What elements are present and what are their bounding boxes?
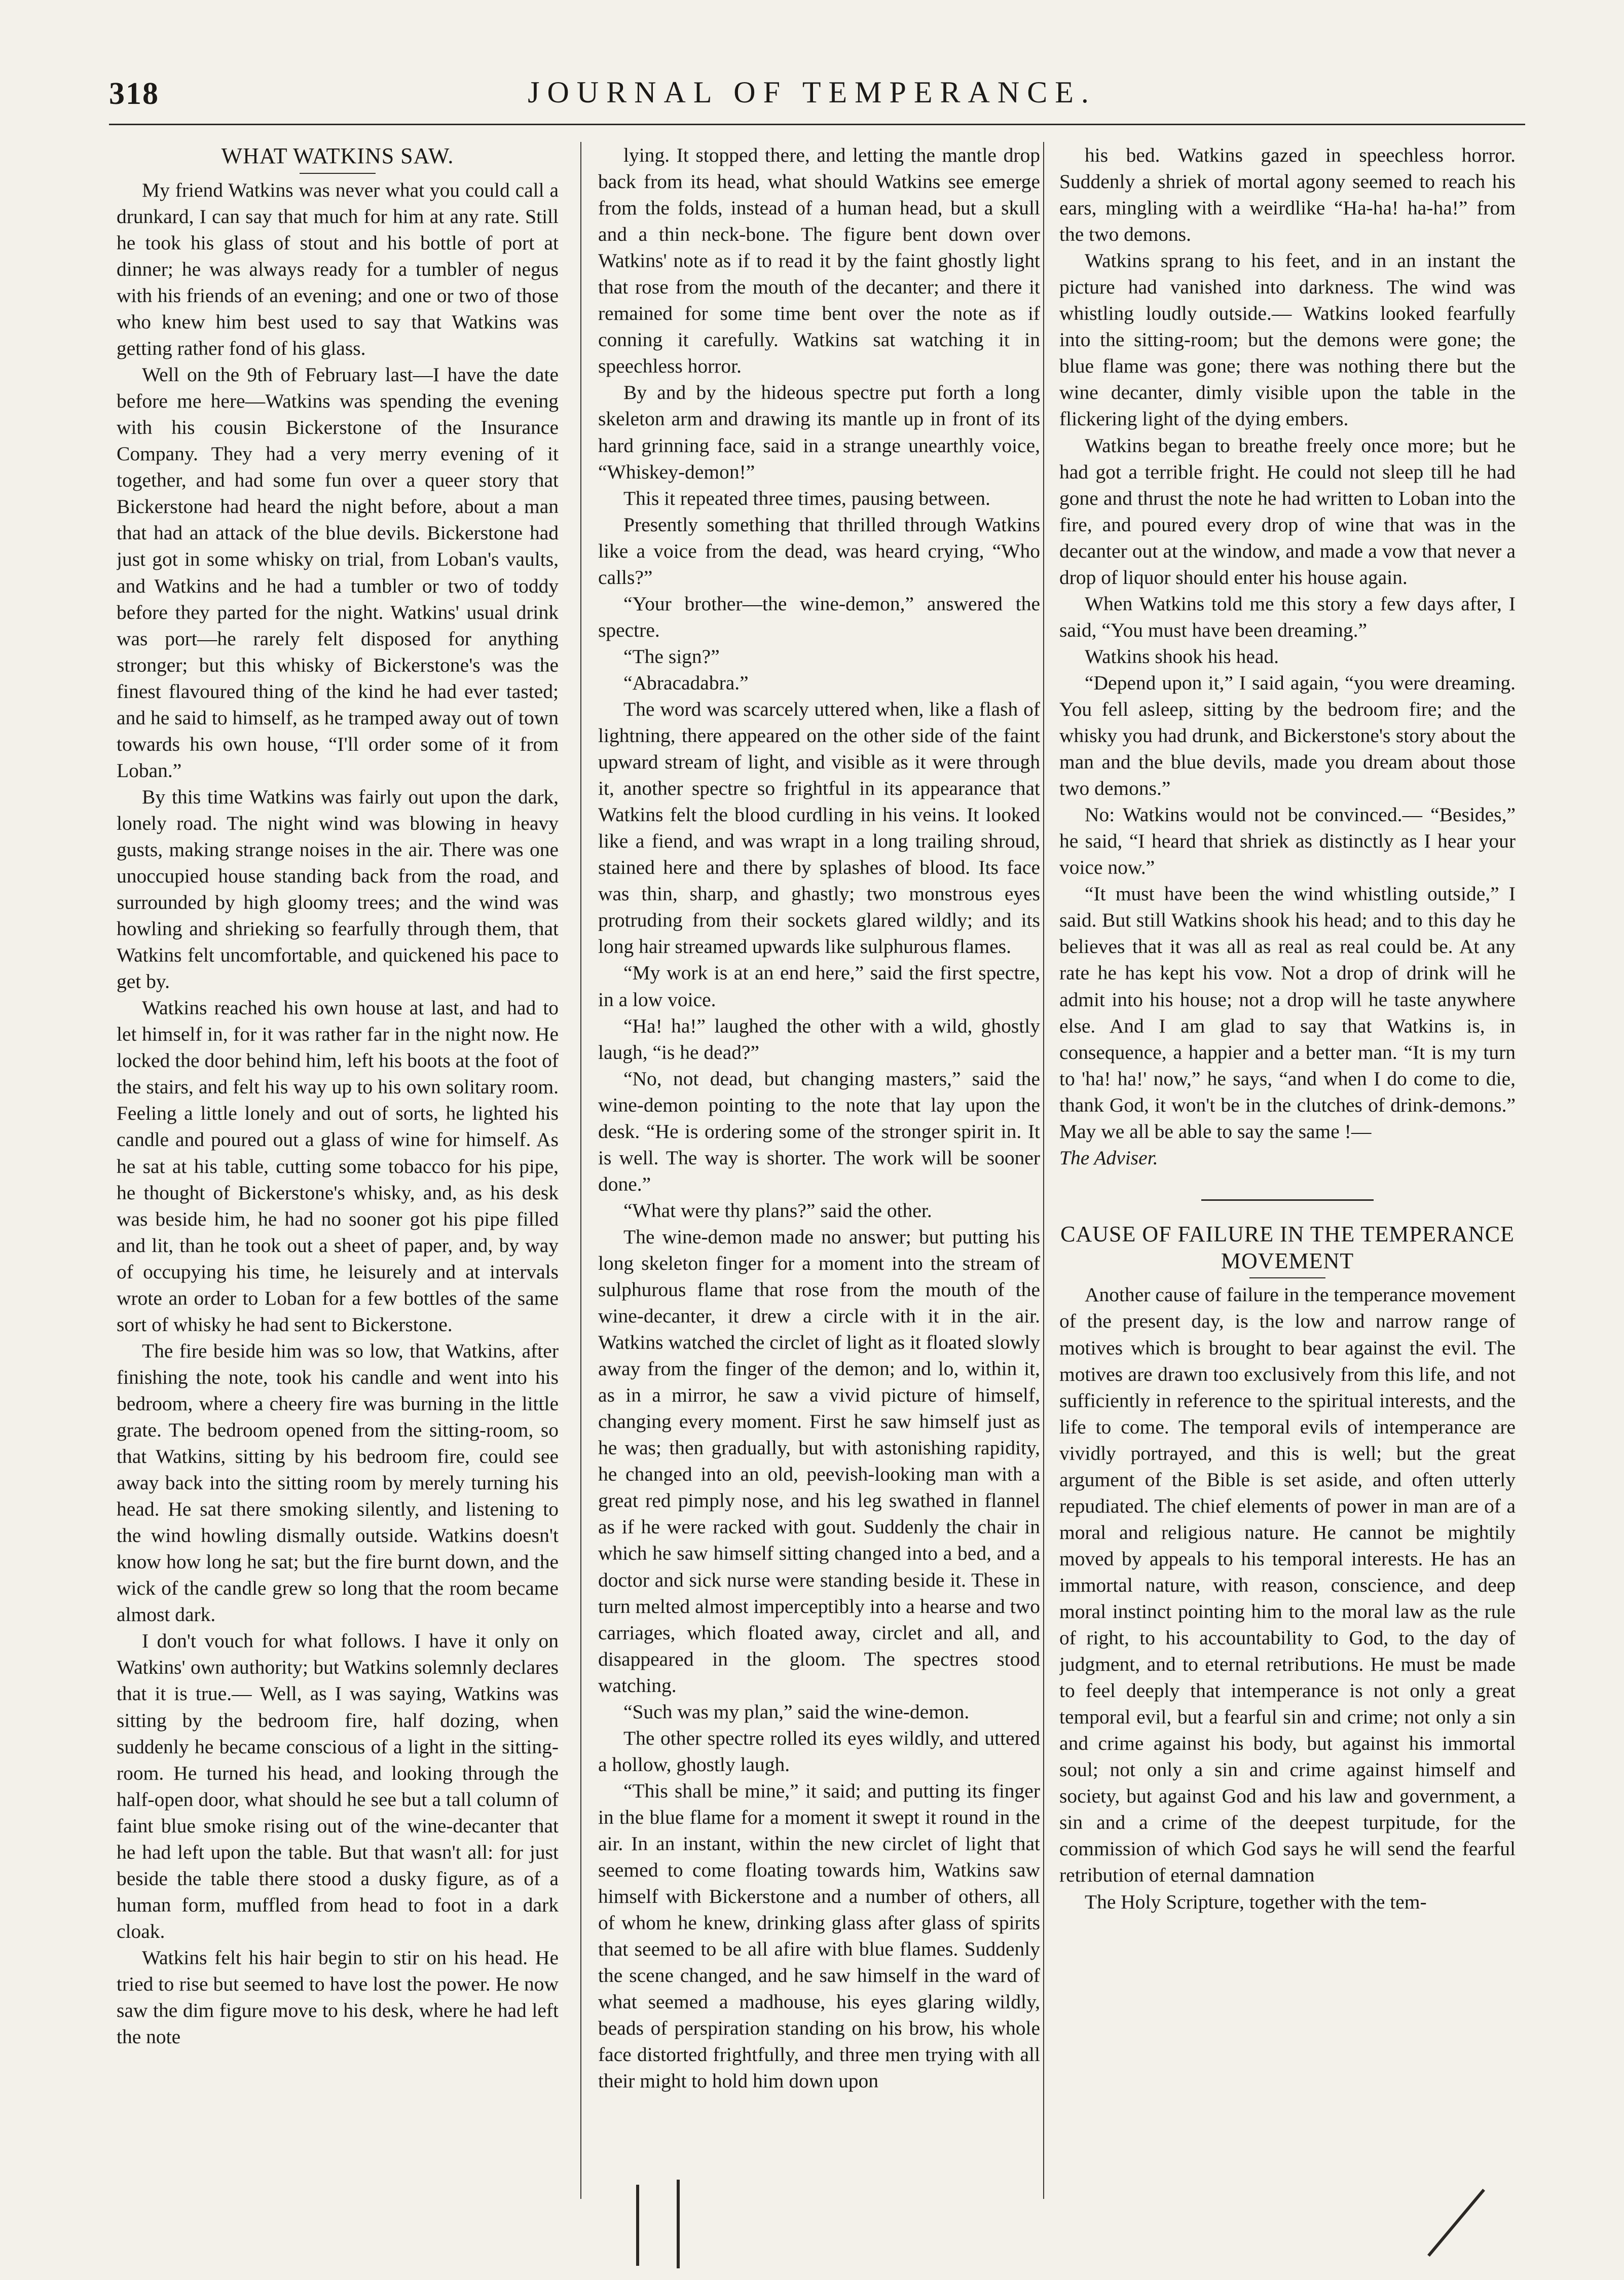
paragraph: My friend Watkins was never what you could call a drunkard, I can say that much for him at any rate. Still he took his glass of stout and his bottle of port at dinner; he was always ready for a tumbler of negus with his friends of an evening; and one or two of those who knew him best used to say that Watkins was getting rather fond of his glass.: [117, 178, 559, 360]
paragraph: The other spectre rolled its eyes wildly, and uttered a hollow, ghostly laugh.: [598, 1726, 1040, 1776]
column-divider: [580, 142, 581, 2199]
paragraph: “Abracadabra.”: [623, 671, 749, 694]
paragraph: By this time Watkins was fairly out upon the dark, lonely road. The night wind was blowing in heavy gusts, making strange noises in the air. There was one unoccupied house standing back from the road, and surrounded by high gloomy trees; and the wind was howling and shrieking so fearfully through them, that Watkins felt uncomfortable, and quickened his pace to get by.: [117, 785, 559, 993]
paragraph: “Depend upon it,” I said again, “you were dreaming. You fell asleep, sitting by the bedroom fire; and the whisky you had drunk, and Bickerstone's story about the man and the blue devils, made you dream about those two demons.”: [1059, 671, 1516, 800]
title-rule: [300, 173, 376, 174]
paragraph: Watkins shook his head.: [1085, 645, 1279, 668]
paragraph: The Holy Scripture, together with the tem-: [1085, 1890, 1427, 1913]
paragraph: “It must have been the wind whistling outside,” I said. But still Watkins shook his head; and to this day he believes that it was all as real as real could be. At any rate he has kept his vow. Not a drop of drink will he admit into his house; not a drop will he taste anywhere else. And I am glad to say that Watkins is, in consequence, a happier and a better man. “It is my turn to 'ha! ha!' now,” he says, “and when I do come to die, thank God, it won't be in the clutches of drink-demons.” May we all be able to say the same !—: [1059, 882, 1516, 1143]
paragraph: I don't vouch for what follows. I have it only on Watkins' own authority; but Watkins solemnly declares that it is true.— Well, as I was saying, Watkins was sitting by the bedroom fire, half dozing, when suddenly he became conscious of a light in the sitting-room. He turned his head, and looking through the half-open door, what should he see but a tall column of faint blue smoke rising out of the wine-decanter that he had left upon the table. But that wasn't all: for just beside the table there stood a dusky figure, as of a human form, muffled from head to foot in a dark cloak.: [117, 1630, 559, 1942]
paragraph: The word was scarcely uttered when, like a flash of lightning, there appeared on the other side of the faint upward stream of light, and visible as it were through it, another spectre so frightful in its appearance that Watkins felt the blood curdling in his veins. It looked like a fiend, and was wrapt in a long trailing shroud, stained here and there by splashes of blood. Its face was thin, sharp, and ghastly; two monstrous eyes protruding from their sockets glared wildly; and its long hair streamed upwards like sulphurous flames.: [598, 697, 1040, 958]
ink-mark: [636, 2185, 639, 2266]
article-body: [1059, 142, 1516, 1145]
paragraph: Watkins reached his own house at last, and had to let himself in, for it was rather far in the night now. He locked the door behind him, left his boots at the foot of the stairs, and felt his way up to his own solitary room. Feeling a little lonely and out of sorts, he lighted his candle and poured out a glass of wine for himself. As he sat at his table, cutting some tobacco for his pipe, he thought of Bickerstone's whisky, and, as his desk was beside him, he had no sooner got his pipe filled and lit, than he took out a sheet of paper, and, by way of occupying his time, he leisurely and at intervals wrote an order to Loban for a few bottles of the same sort of whisky he had sent to Bickerstone.: [117, 997, 559, 1336]
paragraph: Well on the 9th of February last—I have the date before me here—Watkins was spending the evening with his cousin Bickerstone of the Insurance Company. They had a very merry evening of it together, and had some fun over a queer story that Bickerstone had heard the night before, about a man that had an attack of the blue devils. Bickerstone had just got in some whisky on trial, from Loban's vaults, and Watkins and he had a tumbler or two of toddy before they parted for the night. Watkins' usual drink was port—he rarely felt disposed for anything stronger; but this whisky of Bickerstone's was the finest flavoured thing of the kind he had ever tasted; and he said to himself, as he tramped away out of town towards his own house, “I'll order some of it from Loban.”: [117, 363, 559, 782]
paragraph: “Ha! ha!” laughed the other with a wild, ghostly laugh, “is he dead?”: [598, 1014, 1040, 1063]
running-header: JOURNAL OF TEMPERANCE.: [528, 76, 1096, 109]
ink-mark: [677, 2180, 680, 2268]
paragraph: No: Watkins would not be convinced.— “Besides,” he said, “I heard that shriek as distinctly as I hear your voice now.”: [1059, 803, 1516, 879]
paragraph: Watkins sprang to his feet, and in an instant the picture had vanished into darkness. The wind was whistling loudly outside.— Watkins looked fearfully into the sitting-room; but the demons were gone; the blue flame was gone; there was nothing there but the wine decanter, dimly visible upon the table in the flickering light of the dying embers.: [1059, 249, 1516, 430]
paragraph: The wine-demon made no answer; but putting his long skeleton finger for a moment into the stream of sulphurous flame that rose from the mouth of the wine-decanter, it drew a circle with it in the air. Watkins watched the circlet of light as it floated slowly away from the finger of the demon; and lo, within it, as in a mirror, he saw a vivid picture of himself, changing every moment. First he saw himself just as he was; then gradually, but with astonishing rapidity, he changed into an old, peevish-looking man with a great red pimply nose, and his leg swathed in flannel as if he were racked with gout. Suddenly the chair in which he saw himself sitting changed into a bed, and a doctor and sick nurse were standing beside it. These in turn melted almost imperceptibly into a hearse and two carriages, which floated away, circlet and all, and disappeared in the gloom. The spectres stood watching.: [598, 1225, 1040, 1697]
paragraph: This it repeated three times, pausing between.: [623, 487, 990, 509]
paragraph: “What were thy plans?” said the other.: [623, 1199, 932, 1222]
source-credit-line: [1059, 1145, 1516, 1171]
paragraph: Presently something that thrilled through Watkins like a voice from the dead, was heard crying, “Who calls?”: [598, 513, 1040, 589]
paragraph: “No, not dead, but changing masters,” said the wine-demon pointing to the note that lay upon the desk. “He is ordering some of the stronger spirit in. It is well. The way is shorter. The work will be sooner done.”: [598, 1067, 1040, 1195]
paragraph: “The sign?”: [623, 645, 720, 668]
column-middle: [598, 142, 1040, 2219]
paragraph: “Your brother—the wine-demon,” answered the spectre.: [598, 592, 1040, 641]
title-rule: [1249, 1277, 1325, 1278]
paragraph: his bed. Watkins gazed in speechless horror. Suddenly a shriek of mortal agony seemed to reach his ears, mingling with a weirdlike “Ha-ha! ha-ha!” from the two demons.: [1059, 144, 1516, 246]
paragraph: lying. It stopped there, and letting the mantle drop back from its head, what should Watkins see emerge from the folds, instead of a human head, but a skull and a thin neck-bone. The figure bent down over Watkins' note as if to read it by the faint ghostly light that rose from the mouth of the decanter; and there it remained for some time bent over the note as if conning it carefully. Watkins sat watching it in speechless horror.: [598, 144, 1040, 378]
paragraph: Watkins began to breathe freely once more; but he had got a terrible fright. He could not sleep till he had gone and thrust the note he had written to Loban into the fire, and poured every drop of wine that was in the decanter out at the window, and made a vow that never a drop of liquor should enter his house again.: [1059, 434, 1516, 589]
paragraph: Watkins felt his hair begin to stir on his head. He tried to rise but seemed to have lost the power. He now saw the dim figure move to his desk, where he had left the note: [117, 1946, 559, 2048]
paragraph: By and by the hideous spectre put forth a long skeleton arm and drawing its mantle up in front of its hard grinning face, said in a strange unearthly voice, “Whiskey-demon!”: [598, 381, 1040, 483]
article-body: [117, 177, 559, 2050]
column-left: [117, 142, 559, 2219]
paragraph: “This shall be mine,” it said; and putting its finger in the blue flame for a moment it swept it round in the air. In an instant, within the new circlet of light that seemed to come floating towards him, Watkins saw himself with Bickerstone and a number of others, all of whom he knew, drinking glass after glass of spirits that seemed to be all afire with blue flames. Suddenly the scene changed, and he saw himself in the ward of what seemed a madhouse, his eyes glaring wildly, beads of perspiration standing on his brow, his whole face distorted frightfully, and three men trying with all their might to hold him down upon: [598, 1779, 1040, 2092]
paragraph: “My work is at an end here,” said the first spectre, in a low voice.: [598, 962, 1040, 1011]
page-number: 318: [109, 77, 159, 111]
section-rule: [1201, 1199, 1374, 1201]
column-divider: [1043, 142, 1044, 2199]
header-rule: [109, 124, 1525, 125]
paragraph: Another cause of failure in the temperance movement of the present day, is the low and narrow range of motives which is brought to bear against the evil. The motives are drawn too exclusively from this life, and not sufficiently in reference to the spiritual interests, and the life to come. The temporal evils of intemperance are vividly portrayed, and this is well; but the great argument of the Bible is set aside, and often utterly repudiated. The chief elements of power in man are of a moral and religious nature. He cannot be mightily moved by appeals to his temporal interests. He has an immortal nature, with reason, conscience, and deep moral instinct pointing him to the moral law as the rule of right, to his accountability to God, to the day of judgment, and to eternal retributions. He must be made to feel deeply that intemperance is not only a great temporal evil, but a fearful sin and crime; not only a sin and crime against his body, but against his immortal soul; not only a sin and crime against himself and society, but against God and his law and government, a sin and a crime of the deepest turpitude, for the commission of which God says he will send the fearful retribution of eternal damnation: [1059, 1283, 1516, 1887]
paragraph: When Watkins told me this story a few days after, I said, “You must have been dreaming.”: [1059, 592, 1516, 641]
source-credit: The Adviser.: [1059, 1146, 1158, 1169]
article-body: [598, 142, 1040, 2094]
paragraph: “Such was my plan,” said the wine-demon.: [623, 1700, 970, 1723]
article-body-2: [1059, 1281, 1516, 1915]
article-title-2: CAUSE OF FAILURE IN THE TEMPERANCE MOVEMENT: [1060, 1221, 1515, 1273]
paragraph: The fire beside him was so low, that Watkins, after finishing the note, took his candle and went into his bedroom, where a cheery fire was burning in the little grate. The bedroom opened from the sitting-room, so that Watkins, sitting by his bedroom fire, could see away back into the sitting room by merely turning his head. He sat there smoking silently, and listening to the wind howling dismally outside. Watkins doesn't know how long he sat; but the fire burnt down, and the wick of the candle grew so long that the room became almost dark.: [117, 1339, 559, 1626]
article-title: WHAT WATKINS SAW.: [221, 143, 454, 168]
column-right: [1059, 142, 1516, 2219]
